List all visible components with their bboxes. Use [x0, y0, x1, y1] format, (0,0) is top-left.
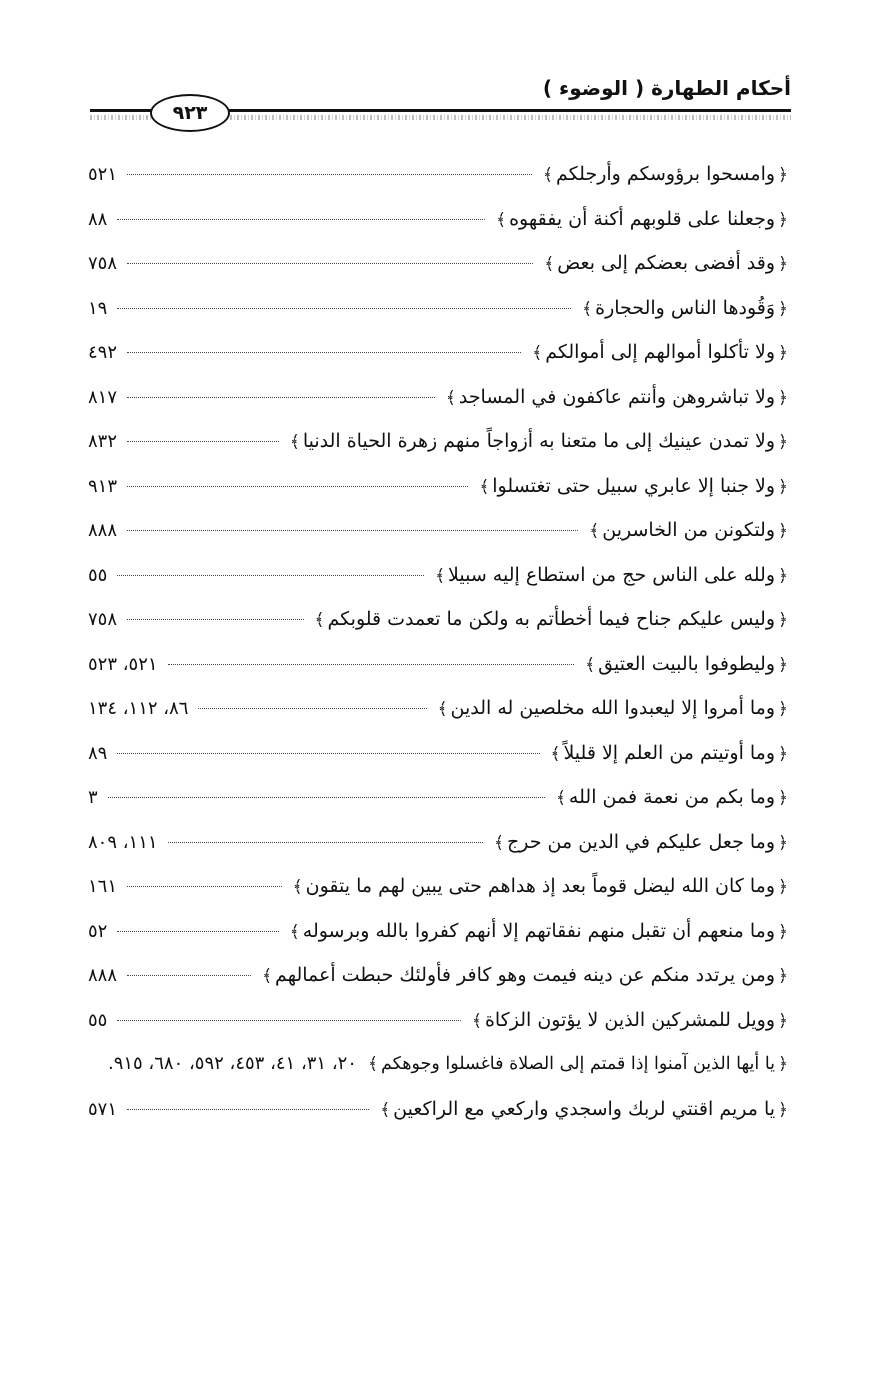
index-entry [88, 998, 791, 1043]
page-references: ٥٢١ [88, 164, 118, 185]
verse-text: ﴿يا مريم اقنتي لربك واسجدي واركعي مع الراكعين﴾ [377, 1087, 791, 1133]
dot-leader [127, 486, 468, 487]
dot-leader [117, 575, 424, 576]
page-references: ٨١٧ [88, 386, 118, 408]
verse-text: ﴿وما جعل عليكم في الدين من حرج﴾ [491, 820, 791, 866]
dot-leader [198, 708, 426, 709]
ornate-bracket-close: ﴾ [292, 877, 303, 897]
verse-text: ﴿وليس عليكم جناح فيما أخطأتم به ولكن ما تعمدت قلوبكم﴾ [312, 597, 791, 643]
verse-text: ﴿وما بكم من نعمة فمن الله﴾ [553, 775, 791, 821]
index-entry [88, 686, 791, 731]
index-entry [88, 286, 791, 331]
index-entry [88, 553, 791, 598]
dot-leader [117, 308, 571, 309]
verse-text: ﴿وما أمروا إلا ليعبدوا الله مخلصين له الدين﴾ [435, 686, 791, 732]
ornate-bracket-open: ﴿ [778, 343, 788, 363]
verse-text: ﴿وَقُودها الناس والحجارة﴾ [579, 286, 791, 332]
ornate-bracket-open: ﴿ [778, 432, 788, 452]
page-references: ١٦١ [88, 876, 118, 897]
ornate-bracket-open: ﴿ [778, 877, 788, 897]
ornate-bracket-open: ﴿ [778, 521, 788, 541]
dot-leader [127, 174, 532, 175]
index-entry [88, 820, 791, 865]
ornate-bracket-close: ﴾ [380, 1099, 391, 1120]
page-references: ٩١٣ [88, 475, 118, 497]
ornate-bracket-open: ﴿ [778, 788, 788, 808]
verse-text: ﴿ولا تأكلوا أموالهم إلى أموالكم﴾ [529, 330, 791, 376]
page-references: ٧٥٨ [88, 253, 118, 274]
ornate-bracket-close: ﴾ [445, 387, 456, 408]
index-entry [88, 642, 791, 687]
verse-text: ﴿ولتكونن من الخاسرين﴾ [586, 508, 791, 554]
page-references: ٢٠، ٣١، ٤١، ٤٥٣، ٥٩٢، ٦٨٠، ٩١٥. [107, 1053, 357, 1074]
page-references: ٨٦، ١١٢، ١٣٤ [88, 698, 189, 719]
ornate-bracket-close: ﴾ [582, 298, 593, 319]
ornate-bracket-close: ﴾ [532, 343, 543, 363]
ornate-bracket-close: ﴾ [471, 1010, 482, 1031]
ornate-bracket-close: ﴾ [543, 165, 554, 185]
page-references: ٨٨٨ [88, 520, 118, 541]
index-entry [88, 152, 791, 197]
ornate-bracket-open: ﴿ [778, 966, 788, 986]
page-references: ٨٨ [88, 208, 108, 230]
verse-text: ﴿ومن يرتدد منكم عن دينه فيمت وهو كافر فأولئك حبطت أعمالهم﴾ [259, 953, 791, 999]
page-references: ٥٢١، ٥٢٣ [88, 653, 158, 675]
verse-text: ﴿وما كان الله ليضل قوماً بعد إذ هداهم حتى يبين لهم ما يتقون﴾ [290, 864, 791, 910]
ornate-bracket-close: ﴾ [289, 921, 300, 942]
page-references: ٥٥ [88, 564, 108, 586]
dot-leader [168, 842, 483, 843]
verse-text: ﴿وما منعهم أن تقبل منهم نفقاتهم إلا أنهم كفروا بالله وبرسوله﴾ [287, 909, 791, 955]
ornate-bracket-open: ﴿ [778, 610, 788, 630]
ornate-bracket-open: ﴿ [778, 565, 788, 586]
ornate-bracket-close: ﴾ [496, 209, 507, 230]
dot-leader [127, 263, 533, 264]
ornate-bracket-open: ﴿ [778, 298, 788, 319]
ornate-bracket-open: ﴿ [778, 209, 788, 230]
verse-text: ﴿وقد أفضى بعضكم إلى بعض﴾ [541, 241, 791, 287]
ornate-bracket-close: ﴾ [435, 565, 446, 586]
ornate-bracket-open: ﴿ [778, 254, 788, 274]
page-references: ٨٩ [88, 742, 108, 764]
page-references: ٧٥٨ [88, 609, 118, 630]
ornate-bracket-close: ﴾ [550, 743, 561, 764]
ornate-bracket-close: ﴾ [494, 832, 504, 853]
running-title: أحكام الطهارة ( الوضوء ) [542, 76, 791, 100]
index-entry [88, 197, 791, 242]
ornate-bracket-open: ﴿ [778, 1010, 788, 1031]
index-entry [88, 864, 791, 909]
verse-text: ﴿وما أوتيتم من العلم إلا قليلاً﴾ [548, 731, 792, 777]
ornate-bracket-open: ﴿ [778, 1099, 788, 1120]
page-references: ٥٧١ [88, 1098, 118, 1120]
page-references: ٥٥ [88, 1009, 108, 1031]
verse-text: ﴿وليطوفوا بالبيت العتيق﴾ [582, 642, 791, 688]
index-entry [88, 330, 791, 375]
verse-text: ﴿ولله على الناس حج من استطاع إليه سبيلا﴾ [432, 553, 791, 599]
ornate-bracket-close: ﴾ [555, 788, 566, 808]
ornate-bracket-open: ﴿ [778, 476, 788, 497]
verse-text: ﴿ولا تباشروهن وأنتم عاكفون في المساجد﴾ [443, 375, 791, 421]
ornate-bracket-close: ﴾ [262, 966, 273, 986]
index-entry [88, 909, 791, 954]
index-entry [88, 508, 791, 553]
dot-leader [127, 397, 435, 398]
page-references: ٣ [88, 787, 98, 808]
ornate-bracket-close: ﴾ [585, 654, 596, 675]
dot-leader [117, 931, 278, 932]
index-entry [88, 1087, 791, 1132]
index-entry [88, 775, 791, 820]
verse-text: ﴿يا أيها الذين آمنوا إذا قمتم إلى الصلاة فاغسلوا وجوهكم﴾ [365, 1042, 791, 1087]
dot-leader [117, 219, 485, 220]
verse-text: ﴿ولا جنبا إلا عابري سبيل حتى تغتسلوا﴾ [476, 464, 791, 510]
dot-leader [127, 441, 279, 442]
dot-leader [117, 753, 539, 754]
dot-leader [127, 975, 251, 976]
page-references: ٤٩٢ [88, 342, 118, 363]
dot-leader [168, 664, 575, 665]
ornate-bracket-open: ﴿ [778, 832, 788, 853]
index-entry [88, 1042, 791, 1087]
ornate-bracket-open: ﴿ [778, 743, 788, 764]
ornate-bracket-close: ﴾ [289, 432, 300, 452]
dot-leader [127, 1109, 369, 1110]
page-references: ٨٨٨ [88, 965, 118, 986]
index-entry [88, 241, 791, 286]
ornate-bracket-open: ﴿ [778, 165, 788, 185]
dot-leader [127, 530, 578, 531]
ornate-bracket-open: ﴿ [778, 387, 788, 408]
verse-text: ﴿وجعلنا على قلوبهم أكنة أن يفقهوه﴾ [493, 197, 791, 243]
dot-leader [117, 1020, 461, 1021]
ornate-bracket-close: ﴾ [589, 521, 600, 541]
ornate-bracket-close: ﴾ [437, 699, 448, 719]
ornate-bracket-close: ﴾ [544, 254, 555, 274]
index-entry [88, 731, 791, 776]
page-references: ٨٣٢ [88, 431, 118, 452]
ornate-bracket-close: ﴾ [314, 610, 325, 630]
verse-text: ﴿ولا تمدن عينيك إلى ما متعنا به أزواجاً منهم زهرة الحياة الدنيا﴾ [287, 419, 791, 465]
page-references: ٥٢ [88, 920, 108, 942]
dot-leader [127, 619, 304, 620]
dot-leader [127, 352, 521, 353]
ornate-bracket-close: ﴾ [479, 476, 490, 497]
ornate-bracket-close: ﴾ [367, 1054, 378, 1074]
verse-text: ﴿وامسحوا برؤوسكم وأرجلكم﴾ [540, 152, 791, 198]
ornate-bracket-open: ﴿ [778, 654, 788, 675]
ornate-bracket-open: ﴿ [778, 699, 788, 719]
page-references: ١١١، ٨٠٩ [88, 831, 158, 853]
page-header [90, 70, 791, 130]
page-references: ١٩ [88, 297, 108, 319]
verse-index-list [88, 152, 791, 1131]
ornate-bracket-open: ﴿ [778, 921, 788, 942]
dot-leader [108, 797, 545, 798]
page-number: ٩٢٣ [150, 94, 230, 132]
index-entry [88, 953, 791, 998]
index-entry [88, 464, 791, 509]
verse-text: ﴿وويل للمشركين الذين لا يؤتون الزكاة﴾ [469, 998, 791, 1044]
index-entry [88, 419, 791, 464]
index-entry [88, 597, 791, 642]
index-entry [88, 375, 791, 420]
ornate-bracket-open: ﴿ [778, 1054, 788, 1074]
dot-leader [127, 886, 282, 887]
